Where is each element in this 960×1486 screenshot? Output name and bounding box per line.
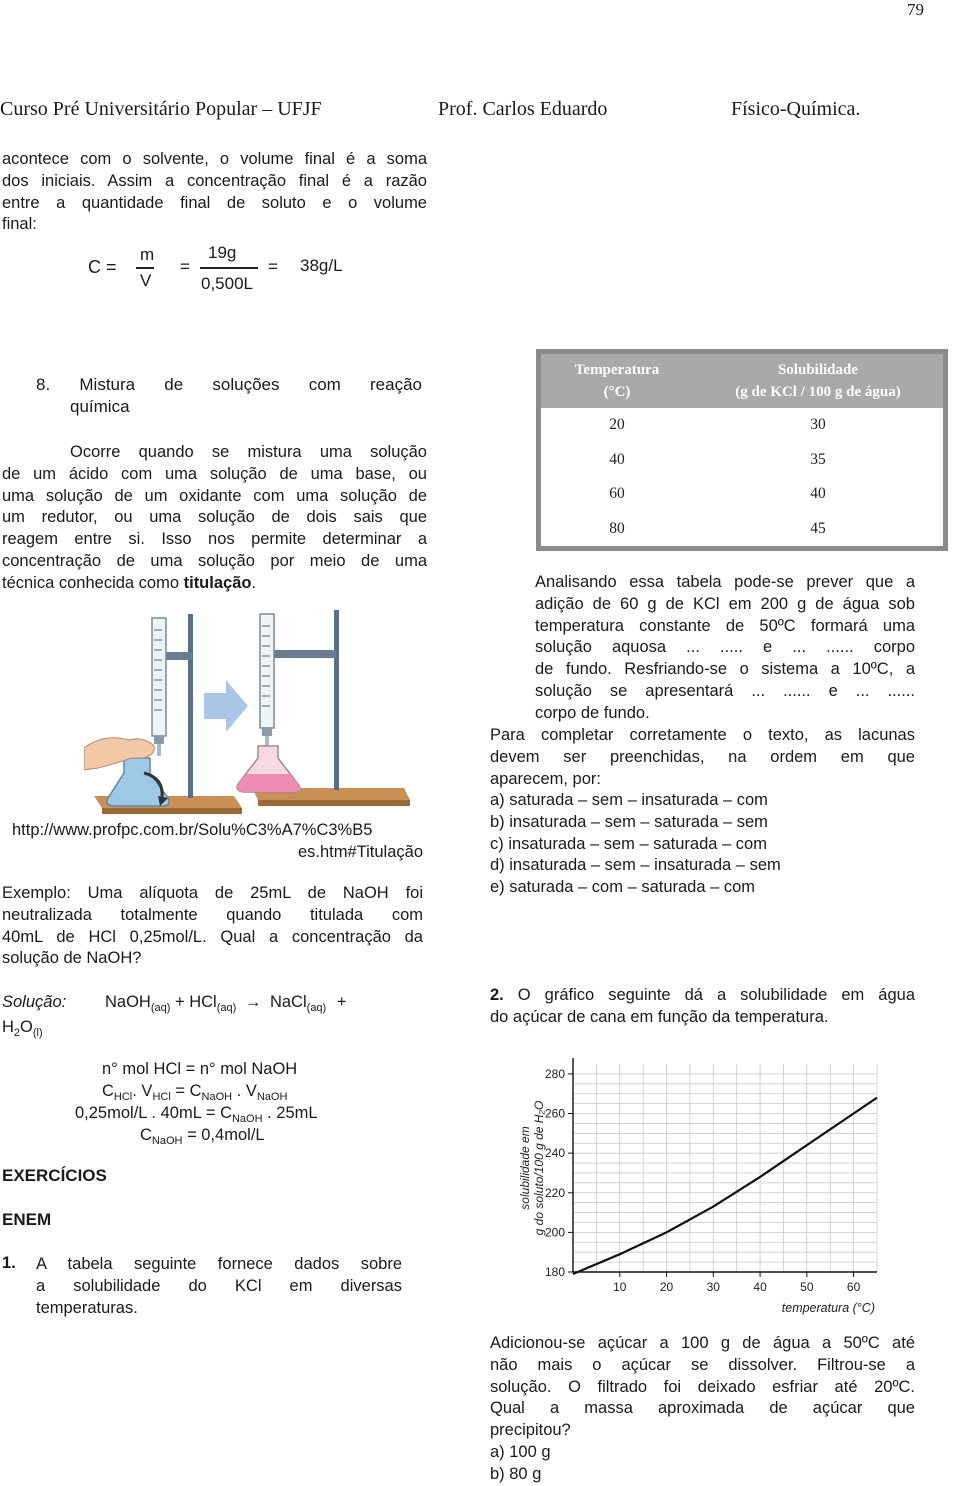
keyword-titulacao: titulação — [183, 573, 252, 592]
option-e: e) saturada – com – saturada – com — [490, 878, 756, 897]
text-line: temperatura constante de 50ºC formará uma — [535, 616, 915, 635]
header-professor: Prof. Carlos Eduardo — [438, 98, 608, 120]
example-paragraph — [2, 883, 423, 970]
text-line: um redutor, ou uma solução de dois sais que — [2, 508, 427, 527]
table-cell: 20 — [609, 416, 625, 434]
solution-label — [2, 993, 66, 1012]
solution-line: n° mol HCl = n° mol NaOH — [102, 1060, 298, 1078]
image-source-url — [12, 819, 423, 863]
text-line: do açúcar de cana em função da temperatura. — [490, 1007, 829, 1026]
option-b: b) insaturada – sem – saturada – sem — [490, 812, 768, 831]
fraction-bar — [136, 267, 154, 269]
subscript: NaOH — [256, 1091, 288, 1103]
table-row — [539, 477, 946, 512]
concentration-formula — [88, 243, 348, 298]
solution-line — [75, 1104, 318, 1123]
reactant-naoh: NaOH — [105, 993, 151, 1011]
question-1-options — [490, 790, 781, 899]
text-line: de fundo. Resfriando-se o sistema a 10ºC, a — [535, 660, 915, 679]
text-line: 40mL de HCl 0,25mol/L. Qual a concentração da — [2, 927, 423, 946]
subscript: NaOH — [201, 1091, 233, 1103]
burette — [152, 618, 166, 736]
y-tick-label: 220 — [544, 1185, 565, 1200]
y-tick-label: 260 — [544, 1106, 565, 1121]
y-tick-label: 200 — [544, 1225, 565, 1240]
table-header-solubility — [693, 352, 946, 409]
y-axis-label: g do soluto/100 g de H₂O — [532, 1100, 546, 1236]
water-o: O — [20, 1018, 33, 1036]
text-span: . V — [132, 1082, 153, 1100]
solution-label-text: Solução: — [2, 993, 67, 1011]
text-span: 0,25mol/L . 40mL = C — [75, 1104, 232, 1122]
fraction-bar — [200, 267, 258, 269]
solution-line — [140, 1126, 265, 1145]
state-subscript: (l) — [32, 1027, 43, 1039]
stand-rod — [188, 614, 193, 798]
section-title-line: 8. Mistura de soluções com reação — [36, 375, 422, 394]
header-text: Temperatura — [574, 362, 660, 378]
formula-m: m — [140, 245, 155, 264]
stand-rod — [334, 610, 339, 790]
titration-illustration — [84, 608, 434, 818]
formula-numerator: 19g — [208, 243, 237, 262]
text-line: solução de NaOH? — [2, 949, 142, 968]
text-line: neutralizada totalmente quando titulada com — [2, 905, 423, 924]
text-span: . 25mL — [262, 1104, 318, 1122]
option-d: d) insaturada – sem – insaturada – sem — [490, 856, 781, 875]
reaction-equation — [105, 993, 346, 1012]
question-2-text — [490, 985, 915, 1029]
table-header-temperature — [539, 352, 694, 409]
text-span: . — [251, 573, 257, 592]
water-h: H — [2, 1018, 14, 1036]
text-line: entre a quantidade final de soluto e o volume — [2, 193, 427, 212]
x-tick-label: 10 — [613, 1280, 627, 1294]
x-tick-label: 50 — [800, 1280, 814, 1294]
table-row — [539, 443, 946, 478]
formula-result: 38g/L — [300, 256, 343, 275]
text-span: = C — [170, 1082, 202, 1100]
section-title-line: química — [70, 397, 130, 416]
option-b: b) 80 g — [490, 1464, 542, 1483]
header-text: Solubilidade — [777, 362, 859, 378]
table-cell: 60 — [609, 485, 625, 503]
state-subscript: (aq) — [306, 1002, 327, 1014]
question-1-continuation — [535, 572, 915, 725]
header-subject: Físico-Química. — [731, 98, 861, 120]
text-line: não mais o açúcar se dissolver. Filtrou-se a — [490, 1355, 915, 1374]
subscript: HCl — [152, 1091, 171, 1103]
text-line: Ocorre quando se mistura uma solução — [70, 443, 427, 461]
page-number: 79 — [907, 0, 924, 19]
y-axis-label: solubilidade em — [518, 1126, 532, 1210]
kcl-solubility-table — [536, 349, 948, 551]
y-tick-label: 180 — [544, 1265, 565, 1279]
text-line: precipitou? — [490, 1421, 571, 1440]
header-text: (g de KCl / 100 g de água) — [735, 384, 901, 400]
url-line: es.htm#Titulação — [297, 843, 423, 861]
text-line: final: — [2, 215, 37, 234]
question-1-text — [36, 1254, 402, 1319]
x-tick-label: 40 — [753, 1280, 767, 1294]
enem-heading: ENEM — [2, 1210, 52, 1229]
table-header-row — [539, 352, 946, 409]
subscript: HCl — [113, 1091, 133, 1103]
text-line — [2, 573, 427, 595]
formula-c: C = — [88, 257, 117, 277]
text-line: Exemplo: Uma alíquota de 25mL de NaOH foi — [2, 884, 423, 902]
state-subscript: (aq) — [216, 1002, 237, 1014]
solution-line — [102, 1082, 287, 1101]
reaction-arrow-icon: → — [244, 993, 262, 1011]
x-tick-label: 30 — [706, 1280, 720, 1294]
chart-grid — [573, 1064, 877, 1272]
text-line: Para completar corretamente o texto, as lacunas — [490, 726, 915, 744]
option-a: a) saturada – sem – insaturada – com — [490, 791, 768, 809]
intro-paragraph — [2, 149, 427, 236]
text-line: temperaturas. — [36, 1298, 138, 1317]
text-line: Analisando essa tabela pode-se prever que a — [535, 573, 915, 591]
text-line: solução. O filtrado foi deixado esfriar até 20ºC. — [490, 1377, 915, 1396]
text-line: solução se apresentará ... ...... e ... ...... — [535, 681, 915, 700]
text-line: aparecem, por: — [490, 769, 601, 788]
question-number: 1. — [2, 1254, 16, 1272]
text-line: A tabela seguinte fornece dados sobre — [36, 1255, 402, 1273]
state-subscript: (aq) — [150, 1002, 171, 1014]
plus-sign: + — [336, 993, 347, 1011]
product-water — [2, 1018, 43, 1037]
option-c: c) insaturada – sem – saturada – com — [490, 834, 767, 853]
text-line: concentração de uma solução por meio de uma — [2, 551, 427, 570]
text-line — [490, 985, 915, 1007]
table-row — [539, 512, 946, 549]
y-tick-label: 280 — [544, 1066, 565, 1081]
section-paragraph — [2, 442, 427, 595]
url-line: http://www.profpc.com.br/Solu%C3%A7%C3%B5 — [12, 821, 373, 839]
header-course: Curso Pré Universitário Popular – UFJF — [0, 98, 322, 120]
product-nacl: NaCl — [269, 993, 307, 1011]
arrow-icon — [204, 680, 248, 732]
subscript: NaOH — [231, 1113, 263, 1125]
text-line: adição de 60 g de KCl em 200 g de água sob — [535, 594, 915, 613]
x-tick-label: 20 — [659, 1280, 674, 1294]
solubility-curve — [573, 1098, 877, 1274]
formula-v: V — [140, 271, 152, 290]
y-tick-label: 240 — [544, 1146, 565, 1161]
table-cell: 40 — [609, 450, 625, 468]
question-2-options — [490, 1442, 551, 1486]
x-tick-label: 60 — [846, 1280, 861, 1294]
text-line: solução aquosa ... ..... e ... ...... corpo — [535, 638, 915, 657]
formula-denominator: 0,500L — [201, 274, 253, 293]
subscript: NaOH — [151, 1135, 183, 1147]
text-line: a solubilidade do KCl em diversas — [36, 1276, 402, 1295]
text-span: = 0,4mol/L — [182, 1126, 265, 1144]
text-span: C — [102, 1082, 114, 1100]
text-line: devem ser preenchidas, na ordem em que — [490, 747, 915, 766]
x-axis-label: temperatura (°C) — [781, 1301, 875, 1315]
question-2-continuation — [490, 1333, 915, 1442]
question-number: 2. — [490, 986, 504, 1004]
exercises-heading: EXERCÍCIOS — [2, 1166, 107, 1185]
table-cell: 40 — [810, 485, 826, 503]
section-title — [36, 374, 422, 418]
chart-ticks — [545, 1067, 861, 1294]
subscript: 2 — [13, 1027, 21, 1039]
header-text: (°C) — [603, 384, 631, 400]
table-row — [539, 408, 946, 443]
sugar-solubility-chart — [505, 1050, 890, 1318]
formula-equals: = — [268, 257, 278, 276]
text-line: reagem entre si. Isso nos permite determinar a — [2, 530, 427, 549]
table-cell: 30 — [810, 416, 826, 434]
text-span: C — [140, 1126, 152, 1144]
text-line: Qual a massa aproximada de açúcar que — [490, 1399, 915, 1418]
text-line: uma solução de um oxidante com uma solução de — [2, 486, 427, 505]
text-span: . V — [232, 1082, 257, 1100]
reactant-hcl: + HCl — [175, 993, 217, 1011]
burette — [260, 614, 274, 728]
text-line: de um ácido com uma solução de uma base, ou — [2, 464, 427, 483]
table-cell: 45 — [810, 519, 826, 537]
text-span: O gráfico seguinte dá a solubilidade em água — [517, 986, 915, 1004]
text-line: corpo de fundo. — [535, 703, 650, 722]
formula-equals: = — [180, 257, 190, 276]
text-line: Adicionou-se açúcar a 100 g de água a 50ºC até — [490, 1334, 915, 1352]
text-line: acontece com o solvente, o volume final é a soma — [2, 150, 427, 168]
text-span: técnica conhecida como — [2, 573, 184, 592]
table-cell: 35 — [810, 450, 826, 468]
option-a: a) 100 g — [490, 1443, 551, 1461]
table-cell: 80 — [609, 519, 625, 537]
text-line: dos iniciais. Assim a concentração final é a razão — [2, 171, 427, 190]
chart-axes — [573, 1058, 877, 1272]
question-1-prompt — [490, 725, 915, 790]
